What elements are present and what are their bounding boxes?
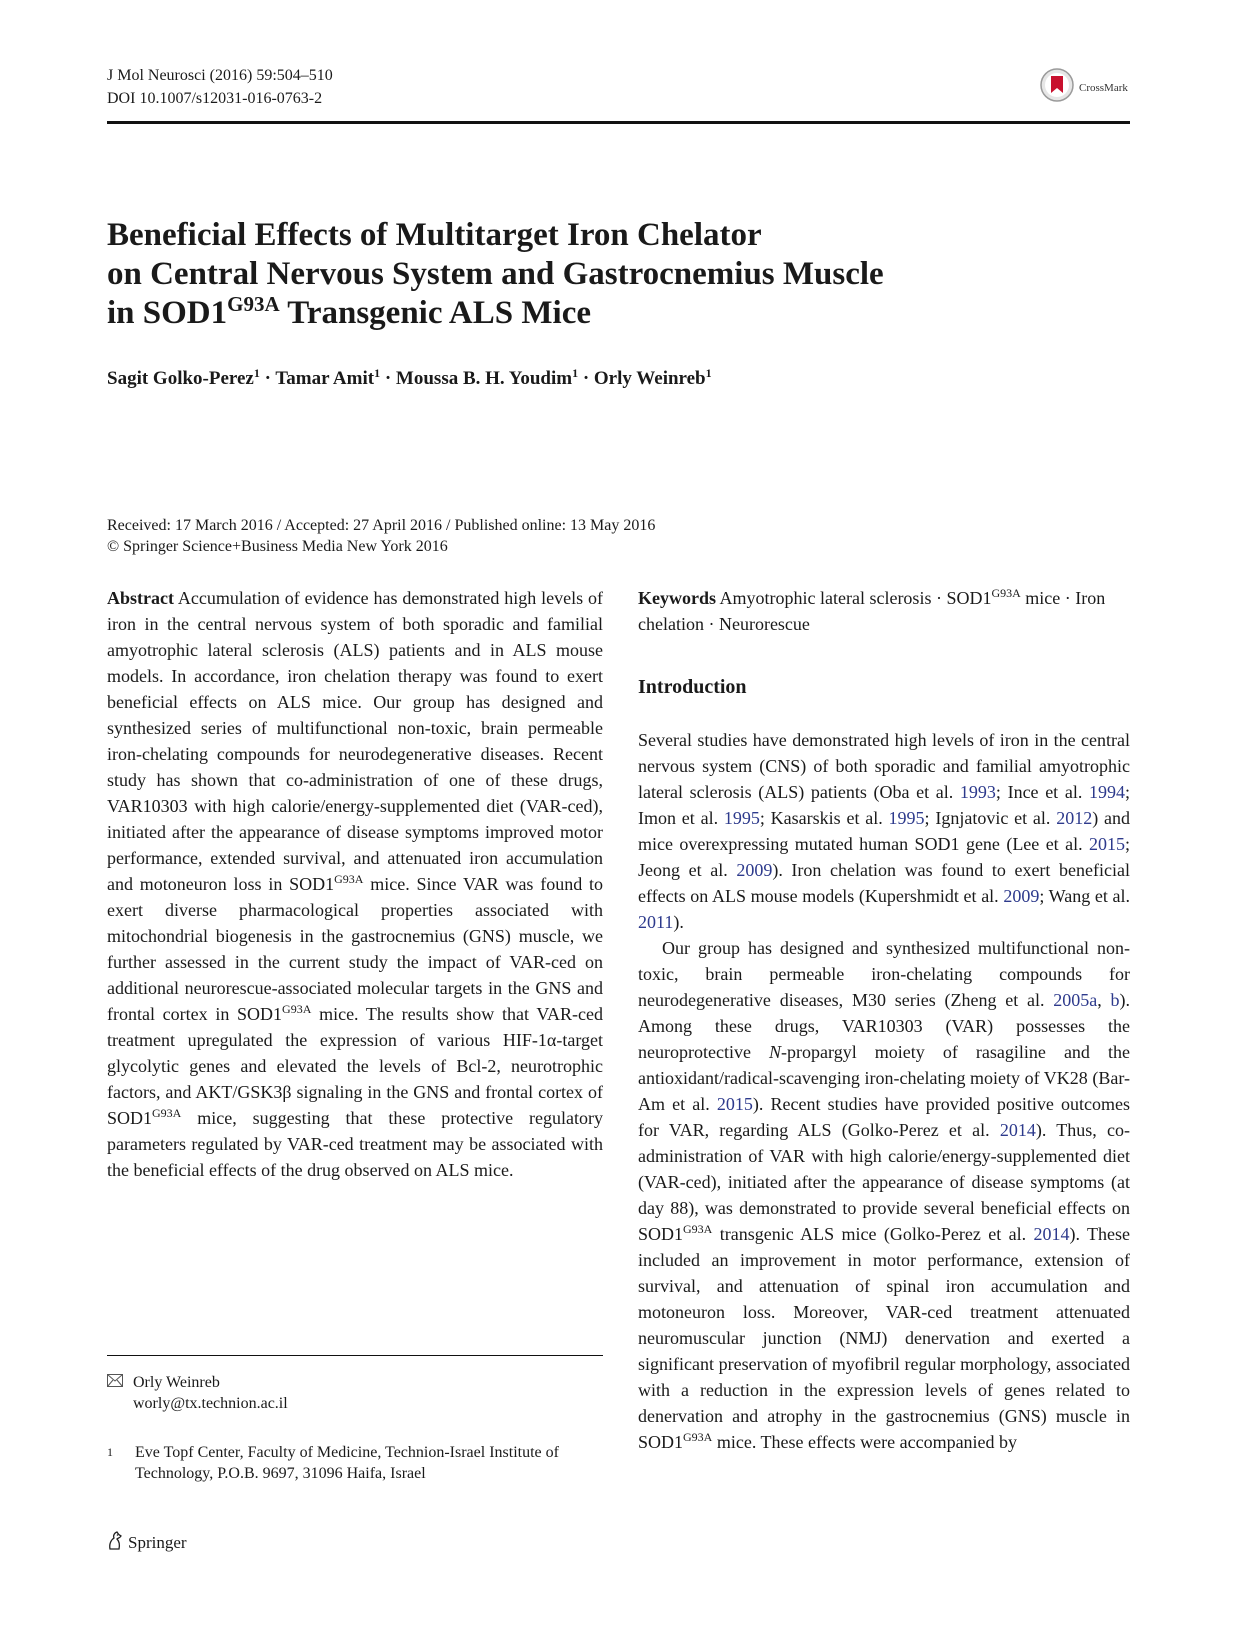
corresponding-author-name: Orly Weinreb: [133, 1374, 220, 1391]
keywords-superscript: G93A: [991, 586, 1021, 600]
body-text: ; Jeong et al.: [638, 834, 1130, 880]
superscript: G93A: [683, 1222, 713, 1236]
article-title: [107, 216, 1107, 333]
author-affiliation-mark: 1: [572, 366, 579, 380]
italic-text: N: [769, 1042, 782, 1062]
citation-link[interactable]: 1995: [888, 808, 925, 828]
header-rule: [107, 121, 1130, 124]
footnote-rule: [107, 1355, 603, 1356]
citation-link[interactable]: 2012: [1056, 808, 1093, 828]
author-name[interactable]: Moussa B. H. Youdim: [395, 368, 573, 389]
title-line-3-pre: in SOD1: [107, 295, 228, 331]
publisher-footer: [107, 1530, 187, 1555]
body-text: ). Iron chelation was found to exert beneficial effects on ALS mouse models (Kupershmidt et al.: [638, 860, 1130, 906]
publication-history: [107, 515, 655, 557]
abstract-text-1: Accumulation of evidence has demonstrated high levels of iron in the central nervous system of both sporadic and familial amyotrophic lateral sclerosis (ALS) patients and in ALS mouse models. In accordance, iron chelation therapy was found to exert beneficial effects on ALS mice. Our group has designed and synthesized series of multifunctional non-toxic, brain permeable iron-chelating compounds for neurodegenerative diseases. Recent study has shown that co-administration of one of these drugs, VAR10303 with high calorie/energy-supplemented diet (VAR-ced), initiated after the appearance of disease symptoms improved motor performance, extended survival, and attenuated iron accumulation and motoneuron loss in SOD1: [107, 588, 603, 894]
envelope-icon: [107, 1372, 123, 1414]
affiliation-text: Eve Topf Center, Faculty of Medicine, Technion-Israel Institute of Technology, P.O.B. 9697, 31096 Haifa, Israel: [135, 1444, 559, 1482]
journal-reference: J Mol Neurosci (2016) 59:504–510: [107, 67, 333, 84]
citation-link[interactable]: 1994: [1088, 782, 1125, 802]
citation-link[interactable]: 2015: [716, 1094, 753, 1114]
citation-link[interactable]: 2009: [1003, 886, 1040, 906]
body-text: ; Ignjatovic et al.: [924, 808, 1057, 828]
left-column: [107, 585, 603, 1183]
title-line-2: on Central Nervous System and Gastrocnemius Muscle: [107, 256, 884, 292]
crossmark-badge[interactable]: [1040, 68, 1128, 107]
keywords-text-2: mice · Iron chelation · Neurorescue: [638, 588, 1106, 634]
author-affiliation-mark: 1: [705, 366, 712, 380]
history-dates: Received: 17 March 2016 / Accepted: 27 April 2016 / Published online: 13 May 2016: [107, 517, 656, 534]
body-text: ; Ince et al.: [995, 782, 1089, 802]
author-list: [107, 368, 712, 390]
title-superscript: G93A: [227, 292, 280, 316]
crossmark-label: CrossMark: [1079, 81, 1128, 94]
citation-link[interactable]: 2015: [1088, 834, 1125, 854]
citation-link[interactable]: 2011: [638, 912, 674, 932]
crossmark-icon: [1040, 68, 1074, 107]
abstract-superscript: G93A: [152, 1106, 182, 1120]
abstract-superscript: G93A: [334, 872, 364, 886]
body-text: ).: [673, 912, 684, 932]
springer-horse-icon: [107, 1530, 123, 1555]
body-text: mice. These effects were accompanied by: [712, 1432, 1018, 1452]
corresponding-author: [107, 1372, 288, 1414]
citation-link[interactable]: b: [1110, 990, 1120, 1010]
citation-link[interactable]: 1995: [723, 808, 760, 828]
author-separator: ·: [582, 368, 594, 389]
introduction-paragraph-2: [638, 935, 1130, 1455]
body-text: -propargyl moiety of rasagiline and the antioxidant/radical-scavenging iron-chelating moiety of VK28 (Bar-Am et al.: [638, 1042, 1130, 1114]
body-text: ). These included an improvement in motor performance, extension of survival, and attenuation of spinal iron accumulation and motoneuron loss. Moreover, VAR-ced treatment attenuated neuromuscular junction (NMJ) denervation and exerted a significant preservation of myofibril regular morphology, associated with a reduction in the expression levels of genes related to denervation and atrophy in the gastrocnemius (GNS) muscle in SOD1: [638, 1224, 1131, 1452]
body-text: ; Imon et al.: [638, 782, 1130, 828]
body-text: transgenic ALS mice (Golko-Perez et al.: [712, 1224, 1034, 1244]
body-text: ). Recent studies have provided positive outcomes for VAR, regarding ALS (Golko-Perez et al.: [638, 1094, 1131, 1140]
title-line-3-post: Transgenic ALS Mice: [279, 295, 591, 331]
title-line-1: Beneficial Effects of Multitarget Iron Chelator: [107, 217, 762, 253]
author-separator: ·: [384, 368, 396, 389]
abstract-text-4: mice, suggesting that these protective regulatory parameters regulated by VAR-ced treatment may be associated with the beneficial effects of the drug observed on ALS mice.: [107, 1108, 603, 1180]
right-column: [638, 585, 1130, 1455]
body-text: ; Wang et al.: [1039, 886, 1130, 906]
keywords-text-1: Amyotrophic lateral sclerosis · SOD1: [716, 588, 992, 608]
abstract-superscript: G93A: [282, 1002, 312, 1016]
body-text: Our group has designed and synthesized multifunctional non-toxic, brain permeable iron-chelating compounds for neurodegenerative diseases, M30 series (Zheng et al.: [638, 938, 1130, 1010]
body-text: ; Kasarskis et al.: [759, 808, 889, 828]
body-text: ,: [1097, 990, 1111, 1010]
body-text: ). Among these drugs, VAR10303 (VAR) possesses the neuroprotective: [638, 990, 1131, 1062]
abstract-text-3: mice. The results show that VAR-ced treatment upregulated the expression of various HIF-1α-target glycolytic genes and elevated the levels of Bcl-2, neurotrophic factors, and AKT/GSK3β signaling in the GNS and frontal cortex of SOD1: [107, 1004, 603, 1128]
author-affiliation-mark: 1: [374, 366, 381, 380]
section-heading-introduction: Introduction: [638, 676, 747, 698]
journal-header: [107, 64, 333, 110]
affiliation-number: 1: [107, 1445, 113, 1459]
affiliation-footnote: [107, 1442, 603, 1484]
author-affiliation-mark: 1: [253, 366, 260, 380]
publisher-name: Springer: [128, 1532, 187, 1552]
citation-link[interactable]: 2009: [736, 860, 773, 880]
author-separator: ·: [264, 368, 276, 389]
author-name[interactable]: Orly Weinreb: [593, 368, 706, 389]
citation-link[interactable]: 1993: [959, 782, 996, 802]
keywords-label: Keywords: [638, 588, 716, 608]
citation-link[interactable]: 2014: [999, 1120, 1036, 1140]
author-name[interactable]: Tamar Amit: [275, 368, 375, 389]
body-text: Several studies have demonstrated high levels of iron in the central nervous system (CNS) of both sporadic and familial amyotrophic lateral sclerosis (ALS) patients (Oba et al.: [638, 730, 1130, 802]
citation-link[interactable]: 2005a: [1053, 990, 1098, 1010]
keywords: [638, 585, 1130, 637]
abstract-label: Abstract: [107, 588, 174, 608]
copyright-line: © Springer Science+Business Media New York 2016: [107, 538, 448, 555]
citation-link[interactable]: 2014: [1033, 1224, 1070, 1244]
introduction-paragraph-1: [638, 727, 1130, 935]
abstract: [107, 585, 603, 1183]
superscript: G93A: [683, 1430, 713, 1444]
abstract-text-2: mice. Since VAR was found to exert diverse pharmacological properties associated with mitochondrial biogenesis in the gastrocnemius (GNS) muscle, we further assessed in the current study the impact of VAR-ced on additional neurorescue-associated molecular targets in the GNS and frontal cortex in SOD1: [107, 874, 603, 1024]
doi-line: DOI 10.1007/s12031-016-0763-2: [107, 90, 323, 107]
body-text: ). Thus, co-administration of VAR with high calorie/energy-supplemented diet (VAR-ced), initiated after the appearance of disease symptoms (at day 88), was demonstrated to provide several beneficial effects on SOD1: [638, 1120, 1130, 1244]
corresponding-author-email[interactable]: worly@tx.technion.ac.il: [133, 1395, 288, 1412]
author-name[interactable]: Sagit Golko-Perez: [107, 368, 254, 389]
body-text: ) and mice overexpressing mutated human SOD1 gene (Lee et al.: [638, 808, 1130, 854]
